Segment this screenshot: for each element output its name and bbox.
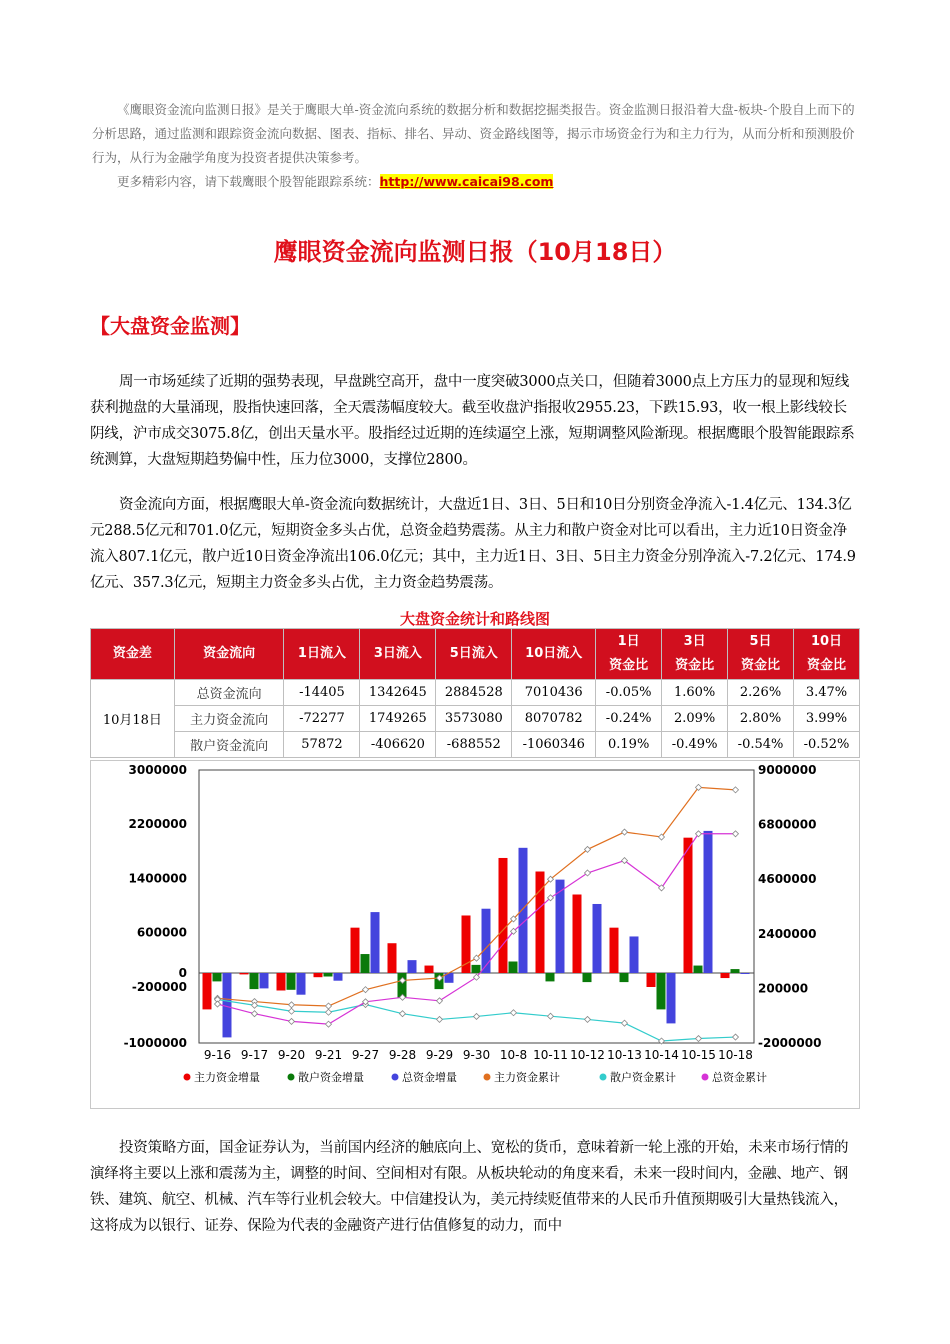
line-point xyxy=(733,787,739,793)
table-header-row xyxy=(91,629,860,680)
table-cell: -0.05% xyxy=(596,680,662,706)
right-tick-label: 6800000 xyxy=(758,817,817,832)
table-cell: 3.99% xyxy=(794,706,860,732)
bar xyxy=(667,973,676,1023)
x-tick-label: 9-28 xyxy=(388,1048,417,1062)
line-point xyxy=(289,1008,295,1014)
bar xyxy=(324,973,333,977)
bar xyxy=(287,973,296,990)
table-cell: 2.80% xyxy=(728,706,794,732)
report-title: 鹰眼资金流向监测日报（10月18日） xyxy=(273,238,677,266)
line-point xyxy=(474,1013,480,1019)
line-point xyxy=(326,1009,332,1015)
line-point xyxy=(622,829,628,835)
table-cell: 3.47% xyxy=(794,680,860,706)
line-point xyxy=(326,1021,332,1027)
table-cell: 3573080 xyxy=(436,706,512,732)
bar xyxy=(694,966,703,973)
line-point xyxy=(437,1016,443,1022)
fund-flow-paragraph: 资金流向方面，根据鹰眼大单-资金流向数据统计，大盘近1日、3日、5日和10日分别资金净流入-1.4亿元、134.3亿元288.5亿元和701.0亿元，短期资金多头占优，总资金趋势震荡。从主力和散户资金对比可以看出，主力近10日资金净流入807.1亿元，散户近10日资金净流出106.0亿元；其中，主力近1日、3日、5日主力资金分别净流入-7.2亿元、174.9亿元、357.3亿元，短期主力资金多头占优，主力资金趋势震荡。 xyxy=(90,497,856,591)
line-point xyxy=(326,1003,332,1009)
table-cell: 57872 xyxy=(284,732,360,758)
bar xyxy=(361,954,370,973)
x-tick-label: 9-17 xyxy=(240,1048,269,1062)
right-tick-label: 2400000 xyxy=(758,926,817,941)
x-tick-label: 9-20 xyxy=(277,1048,306,1062)
col-header-1d: 1日流入 xyxy=(284,629,360,680)
intro xyxy=(92,98,858,194)
table-cell: -72277 xyxy=(284,706,360,732)
table-cell: 2884528 xyxy=(436,680,512,706)
left-tick-label: 1400000 xyxy=(128,871,187,886)
bar xyxy=(371,912,380,973)
legend-swatch xyxy=(392,1074,399,1081)
bar xyxy=(240,973,249,974)
line-point xyxy=(733,1034,739,1040)
table-cell: -0.54% xyxy=(728,732,794,758)
bar xyxy=(250,973,259,989)
row-label: 主力资金流向 xyxy=(174,706,284,732)
row-label: 总资金流向 xyxy=(174,680,284,706)
line-point xyxy=(215,1001,221,1007)
bar xyxy=(684,838,693,973)
bar xyxy=(593,904,602,973)
table-cell: -688552 xyxy=(436,732,512,758)
table-cell: 0.19% xyxy=(596,732,662,758)
col-header-diff: 资金差 xyxy=(91,629,175,680)
legend-label: 总资金累计 xyxy=(712,1071,767,1084)
bar xyxy=(573,895,582,973)
left-tick-label: -1000000 xyxy=(123,1036,187,1050)
col-header-5d-ratio: 5日 资金比 xyxy=(728,629,794,680)
table-row xyxy=(91,732,860,758)
right-tick-label: 9000000 xyxy=(758,763,817,777)
bar xyxy=(408,960,417,973)
line-point xyxy=(511,1010,517,1016)
bar xyxy=(546,973,555,981)
bar xyxy=(260,973,269,988)
col-header-1d-ratio: 1日 资金比 xyxy=(596,629,662,680)
bar xyxy=(351,928,360,973)
bar xyxy=(583,973,592,982)
left-tick-label: 0 xyxy=(178,966,187,980)
bar xyxy=(630,936,639,973)
bar xyxy=(499,858,508,973)
table-row xyxy=(91,706,860,732)
line-point xyxy=(437,998,443,1004)
table-cell: -14405 xyxy=(284,680,360,706)
bar xyxy=(277,973,286,991)
line-point xyxy=(252,1011,258,1017)
bar xyxy=(509,961,518,973)
col-header-5d: 5日流入 xyxy=(436,629,512,680)
line-point xyxy=(585,1016,591,1022)
bar xyxy=(657,973,666,1009)
table-title: 大盘资金统计和路线图 xyxy=(399,610,550,628)
bar xyxy=(425,966,434,973)
bar xyxy=(731,969,740,973)
bar xyxy=(704,831,713,973)
table-cell: -1060346 xyxy=(512,732,596,758)
bar xyxy=(334,973,343,981)
intro-paragraph: 《鹰眼资金流向监测日报》是关于鹰眼大单-资金流向系统的数据分析和数据挖掘类报告。资金监测日报沿着大盘-板块-个股自上而下的分析思路，通过监测和跟踪资金流向数据、图表、指标、排名、异动、资金路线图等，揭示市场资金行为和主力行为，从而分析和预测股价行为，从行为金融学角度为投资者提供决策参考。 xyxy=(92,102,855,165)
row-label: 散户资金流向 xyxy=(174,732,284,758)
line-point xyxy=(733,831,739,837)
fund-stats-table xyxy=(90,628,860,758)
fund-flow-chart xyxy=(90,760,860,1109)
date-cell: 10月18日 xyxy=(91,680,175,758)
legend-swatch xyxy=(702,1074,709,1081)
table-cell: -0.24% xyxy=(596,706,662,732)
x-tick-label: 10-18 xyxy=(718,1048,753,1062)
bar xyxy=(610,928,619,973)
legend-label: 散户资金累计 xyxy=(610,1071,676,1084)
x-tick-label: 10-8 xyxy=(499,1048,528,1062)
line-point xyxy=(696,1036,702,1042)
section-heading: 【大盘资金监测】 xyxy=(90,314,250,338)
table-cell: 8070782 xyxy=(512,706,596,732)
bar xyxy=(721,973,730,978)
download-link[interactable]: http://www.caicai98.com xyxy=(379,174,554,189)
bar xyxy=(398,973,407,998)
right-tick-label: 200000 xyxy=(758,981,809,996)
col-header-10d-ratio: 10日 资金比 xyxy=(794,629,860,680)
col-header-flow: 资金流向 xyxy=(174,629,284,680)
table-cell: -0.52% xyxy=(794,732,860,758)
col-header-10d: 10日流入 xyxy=(512,629,596,680)
market-paragraph: 周一市场延续了近期的强势表现，早盘跳空高开，盘中一度突破3000点关口，但随着3000点上方压力的显现和短线获利抛盘的大量涌现，股指快速回落，全天震荡幅度较大。截至收盘沪指报收2955.23，下跌15.93，收一根上影线较长阴线，沪市成交3075.8亿，创出天量水平。股指经过近期的连续逼空上涨，短期调整风险渐现。根据鹰眼个股智能跟踪系统测算，大盘短期趋势偏中性，压力位3000，支撑位2800。 xyxy=(90,374,855,468)
left-tick-label: 2200000 xyxy=(128,817,187,832)
right-tick-label: 4600000 xyxy=(758,872,817,887)
table-cell: 2.09% xyxy=(662,706,728,732)
x-tick-label: 9-16 xyxy=(203,1048,232,1062)
left-tick-label: 3000000 xyxy=(128,763,187,777)
legend-label: 主力资金累计 xyxy=(494,1071,560,1084)
legend-label: 主力资金增量 xyxy=(194,1071,260,1084)
line-point xyxy=(548,1013,554,1019)
x-tick-label: 10-14 xyxy=(644,1048,679,1062)
download-text: 更多精彩内容，请下载鹰眼个股智能跟踪系统： xyxy=(117,174,380,189)
line-point xyxy=(400,1011,406,1017)
left-tick-label: 600000 xyxy=(136,925,187,940)
table-cell: 1342645 xyxy=(360,680,436,706)
legend-label: 散户资金增量 xyxy=(298,1071,364,1084)
x-tick-label: 10-12 xyxy=(570,1048,605,1062)
bar xyxy=(388,943,397,973)
x-tick-label: 9-21 xyxy=(314,1048,343,1062)
table-cell: -0.49% xyxy=(662,732,728,758)
legend-swatch xyxy=(600,1074,607,1081)
legend-label: 总资金增量 xyxy=(402,1071,457,1084)
table-cell: 7010436 xyxy=(512,680,596,706)
download-line xyxy=(92,170,858,194)
legend-swatch xyxy=(184,1074,191,1081)
chart-svg xyxy=(91,761,859,1108)
x-tick-label: 9-30 xyxy=(462,1048,491,1062)
strategy-paragraph: 投资策略方面，国金证券认为，当前国内经济的触底向上、宽松的货币，意味着新一轮上涨的开始，未来市场行情的演绎将主要以上涨和震荡为主，调整的时间、空间相对有限。从板块轮动的角度来看，未来一段时间内，金融、地产、钢铁、建筑、航空、机械、汽车等行业机会较大。中信建投认为，美元持续贬值带来的人民币升值预期吸引大量热钱流入，这将成为以银行、证券、保险为代表的金融资产进行估值修复的动力，而中 xyxy=(90,1140,849,1234)
table-cell: 2.26% xyxy=(728,680,794,706)
bar xyxy=(213,973,222,981)
line-point xyxy=(289,1002,295,1008)
legend-swatch xyxy=(288,1074,295,1081)
bar xyxy=(297,973,306,995)
left-tick-label: -200000 xyxy=(131,980,187,994)
col-header-3d-ratio: 3日 资金比 xyxy=(662,629,728,680)
line-point xyxy=(622,1020,628,1026)
bar xyxy=(620,973,629,982)
bar xyxy=(314,973,323,977)
table-cell: 1749265 xyxy=(360,706,436,732)
x-tick-label: 10-11 xyxy=(533,1048,568,1062)
line-point xyxy=(289,1018,295,1024)
bar xyxy=(472,965,481,973)
x-tick-label: 9-29 xyxy=(425,1048,454,1062)
col-header-3d: 3日流入 xyxy=(360,629,436,680)
legend-swatch xyxy=(484,1074,491,1081)
bar xyxy=(647,973,656,987)
table-row xyxy=(91,680,860,706)
x-tick-label: 9-27 xyxy=(351,1048,380,1062)
bar xyxy=(741,973,750,974)
x-tick-label: 10-13 xyxy=(607,1048,642,1062)
bar xyxy=(203,973,212,1009)
table-cell: -406620 xyxy=(360,732,436,758)
x-tick-label: 10-15 xyxy=(681,1048,716,1062)
bar xyxy=(519,848,528,973)
table-cell: 1.60% xyxy=(662,680,728,706)
right-tick-label: -2000000 xyxy=(758,1036,822,1050)
bar xyxy=(482,909,491,973)
line-point xyxy=(363,987,369,993)
line-point xyxy=(252,1002,258,1008)
